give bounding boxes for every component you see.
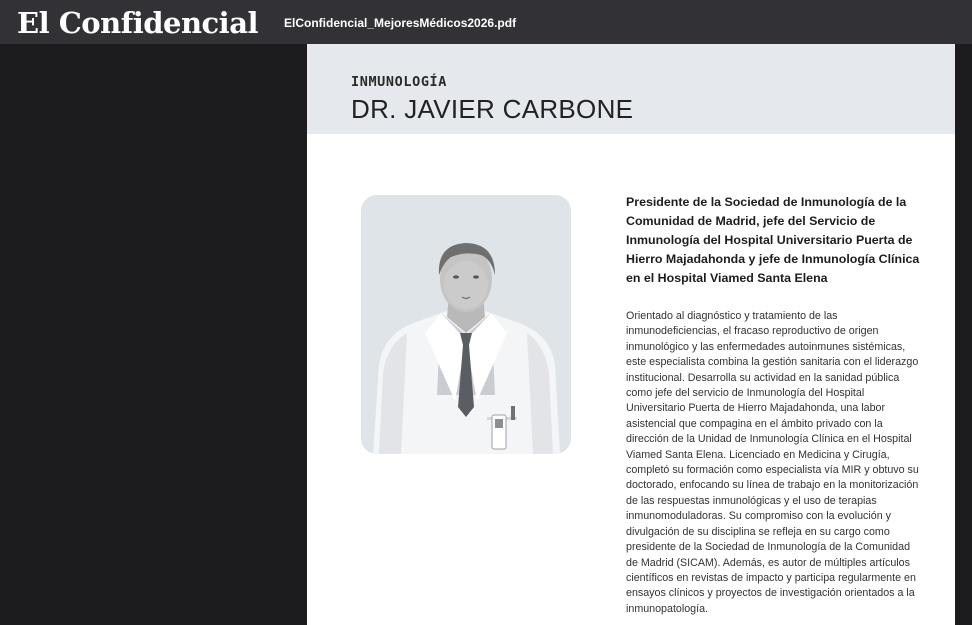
profile-biography: Orientado al diagnóstico y tratamiento de las inmunodeficiencias, el fracaso reproductivo de origen inmunológico y las enfermedades autoinmunes sistémicas, este especialista combina la gestión sanitaria con el liderazgo institucional. Desarrolla su actividad en la sanidad pública como jefe del servicio de Inmunología del Hospital Universitario Puerta de Hierro Majadahonda, una labor asistencial que compagina en el ámbito privado con la dirección de la Unidad de Inmunología Clínica en el Hospital Viamed Santa Elena. Licenciado en Medicina y Cirugía, completó su formación como especialista vía MIR y obtuvo su doctorado, enfocando su línea de trabajo en la monitorización de las respuestas inmunológicas y el uso de terapias inmunomoduladoras. Su compromiso con la evolución y divulgación de su disciplina se refleja en su cargo como presidente de la Sociedad de Inmunología de la Comunidad de Madrid (SICAM). Además, es autor de múltiples artículos científicos en revistas de impacto y participa regularmente en ensayos clínicos y proyectos de investigación orientados a la inmunopatología. xyxy=(626,310,919,615)
profile-header xyxy=(307,44,955,134)
site-logo[interactable]: El Confidencial xyxy=(17,6,259,40)
file-name: ElConfidencial_MejoresMédicos2026.pdf xyxy=(284,16,517,30)
doctor-portrait xyxy=(361,195,571,454)
profile-summary: Presidente de la Sociedad de Inmunología de la Comunidad de Madrid, jefe del Servicio de Inmunología del Hospital Universitario Puerta de Hierro Majadahonda y jefe de Inmunología Clínica en el Hospital Viamed Santa Elena xyxy=(626,195,920,285)
document-page[interactable] xyxy=(307,44,955,625)
specialty-label: INMUNOLOGÍA xyxy=(351,74,448,90)
doctor-name: DR. JAVIER CARBONE xyxy=(351,94,634,124)
viewer-toolbar xyxy=(0,0,972,44)
